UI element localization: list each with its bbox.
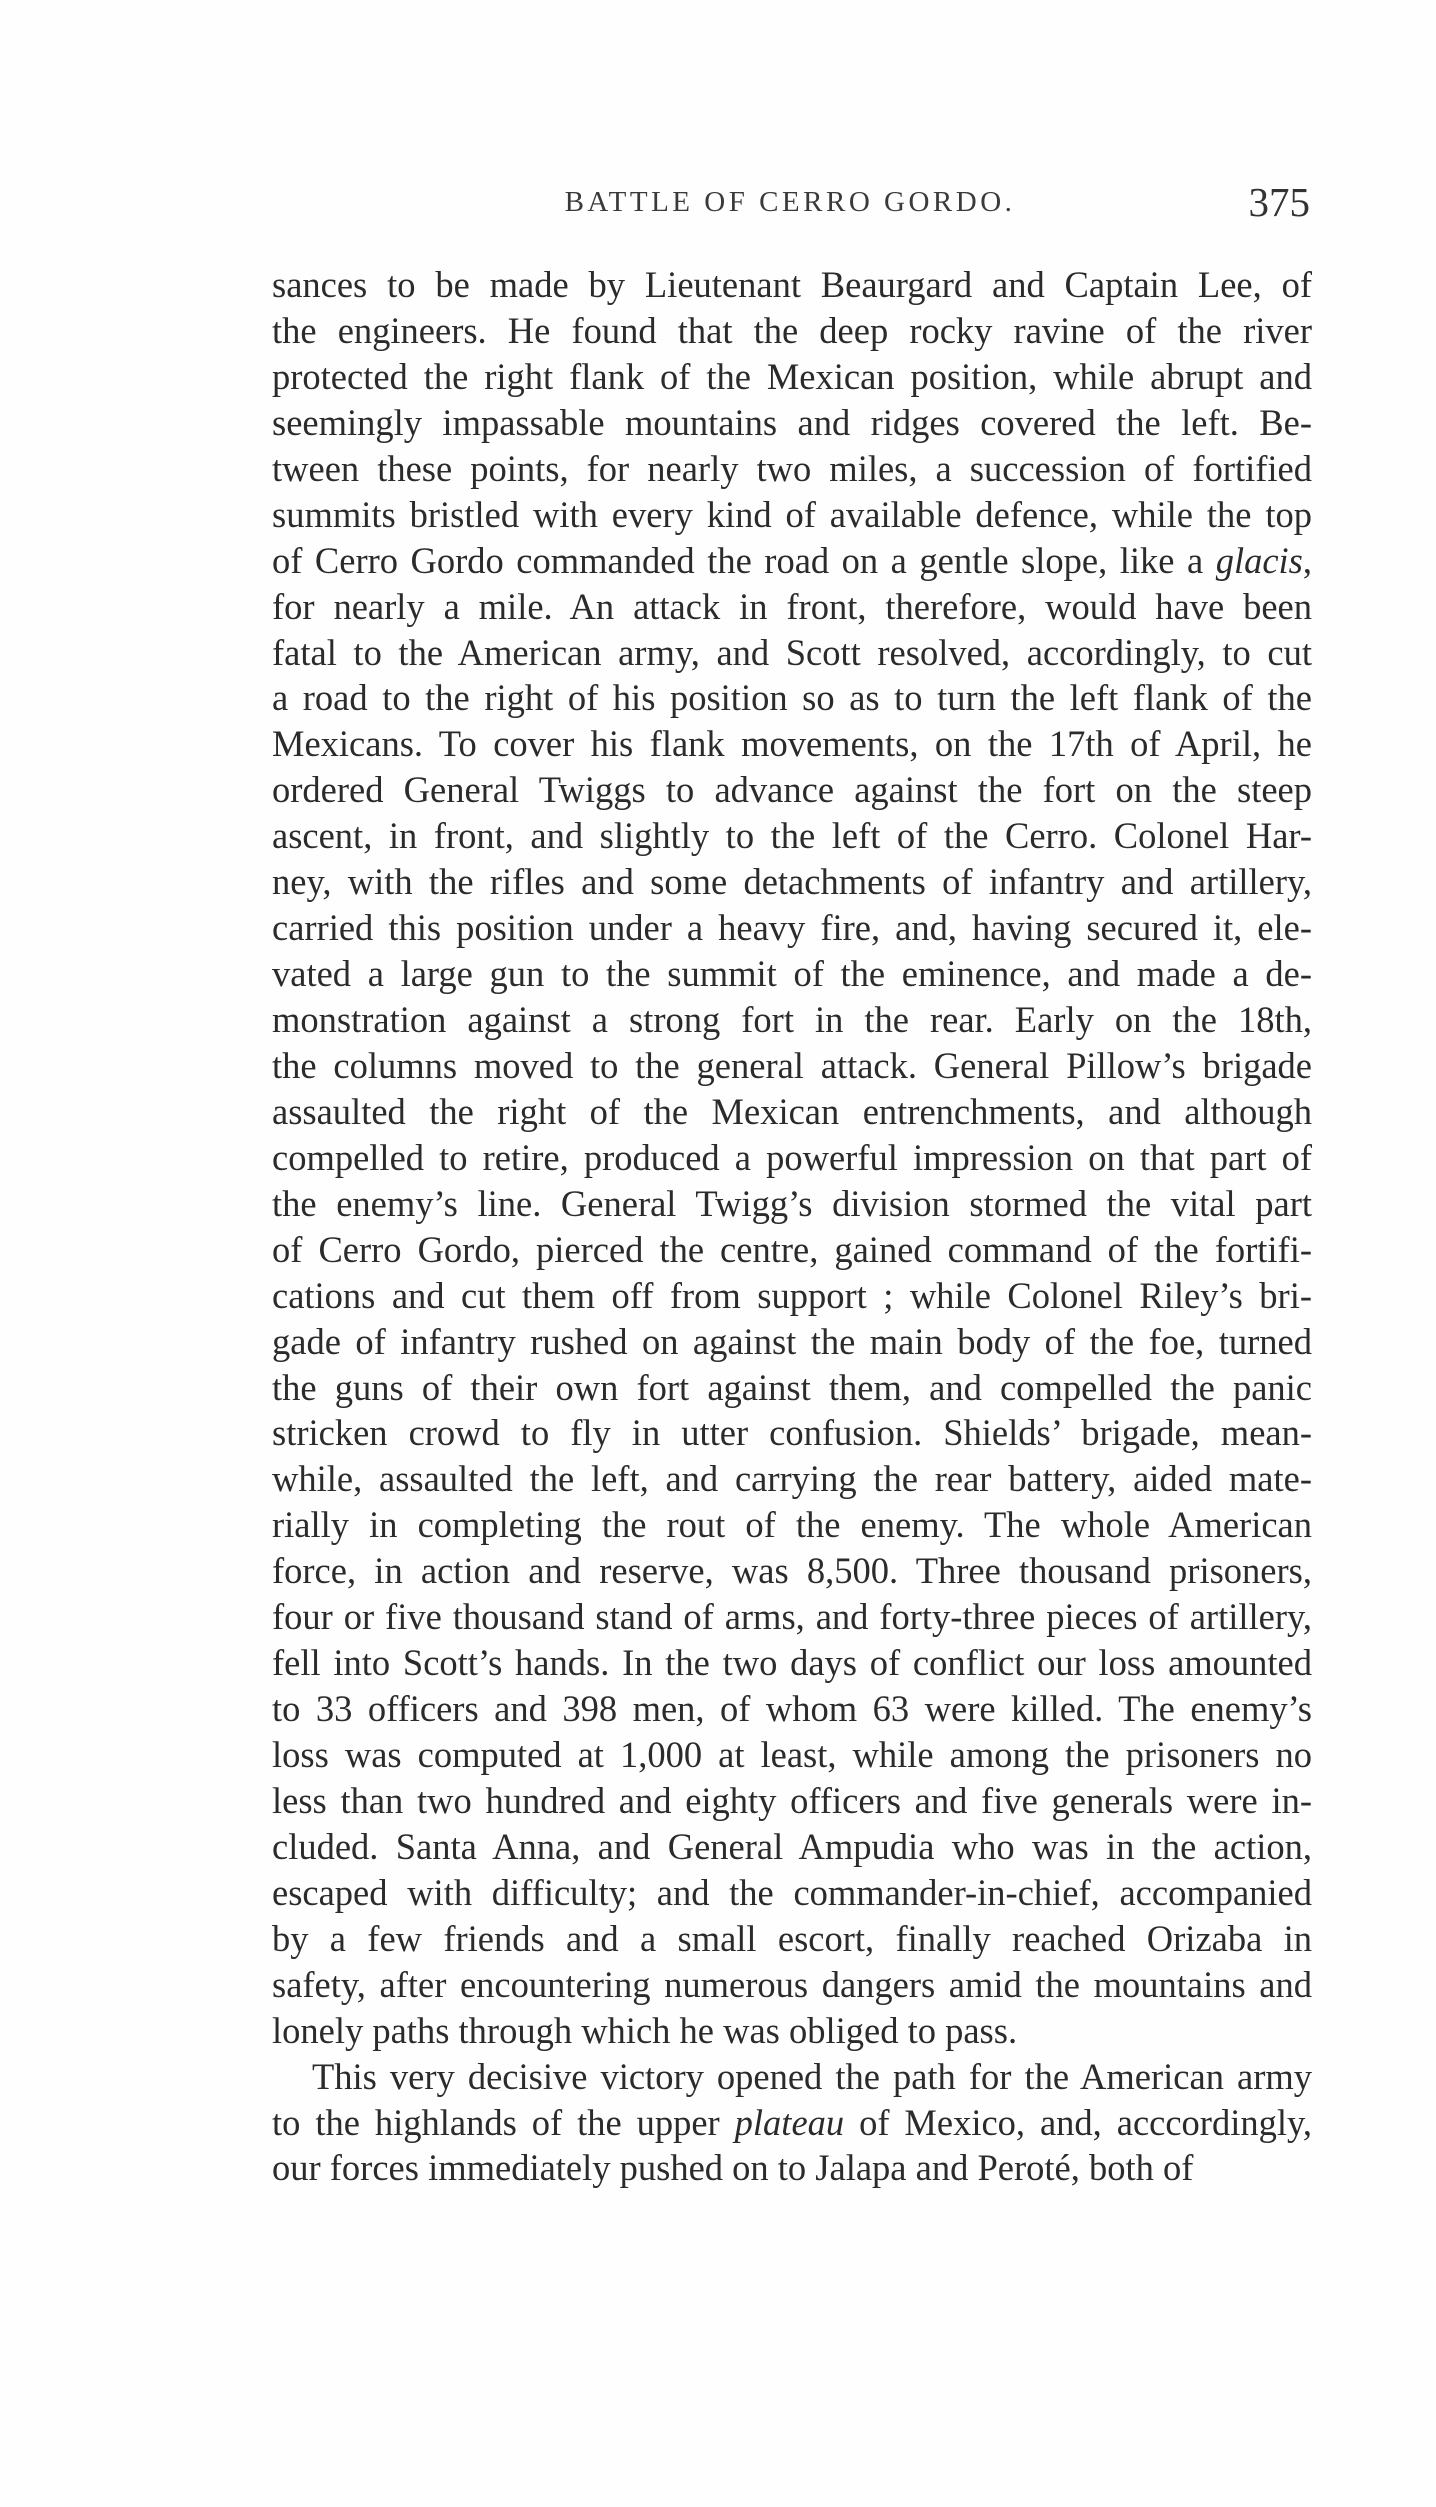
text-line: the columns moved to the general attack. General Pillow’s brigade <box>272 1044 1312 1086</box>
text-line: our forces immediately pushed on to Jalapa and Peroté, both of <box>272 2147 1194 2189</box>
running-head <box>270 178 1310 238</box>
text-line: rially in completing the rout of the enemy. The whole American <box>272 1504 1312 1546</box>
text-line: force, in action and reserve, was 8,500. Three thousand prisoners, <box>272 1550 1312 1592</box>
text-line: seemingly impassable mountains and ridges covered the left. Be- <box>272 401 1312 443</box>
text-line: vated a large gun to the summit of the eminence, and made a de- <box>272 953 1312 995</box>
text-line: sances to be made by Lieutenant Beaurgard and Captain Lee, of <box>272 264 1312 305</box>
text-line: summits bristled with every kind of available defence, while the top <box>272 493 1312 535</box>
text-line: four or five thousand stand of arms, and forty-three pieces of artillery, <box>272 1596 1312 1638</box>
text-line: protected the right flank of the Mexican position, while abrupt and <box>272 355 1312 397</box>
text-line: tween these points, for nearly two miles, a succession of fortified <box>272 447 1312 489</box>
text-line: by a few friends and a small escort, finally reached Orizaba in <box>272 1917 1312 1959</box>
text-line: a road to the right of his position so as to turn the left flank of the <box>272 677 1312 719</box>
running-title: BATTLE OF CERRO GORDO. <box>564 186 1016 218</box>
text-line: stricken crowd to fly in utter confusion. Shields’ brigade, mean- <box>272 1412 1312 1454</box>
text-line: to 33 officers and 398 men, of whom 63 were killed. The enemy’s <box>272 1688 1312 1730</box>
text-line: carried this position under a heavy fire, and, having secured it, ele- <box>272 907 1312 949</box>
italic-term: glacis <box>1215 539 1303 581</box>
page-number: 375 <box>1248 179 1310 225</box>
text-line: escaped with difficulty; and the commander-in-chief, accompanied <box>272 1871 1312 1913</box>
text-line: for nearly a mile. An attack in front, therefore, would have been <box>272 585 1312 627</box>
text-line: cluded. Santa Anna, and General Ampudia who was in the action, <box>272 1825 1312 1867</box>
text-line: loss was computed at 1,000 at least, while among the prisoners no <box>272 1734 1312 1775</box>
text-line: of Cerro Gordo commanded the road on a gentle slope, like a glacis, <box>272 539 1312 581</box>
text-line: This very decisive victory opened the path for the American army <box>312 2055 1312 2097</box>
text-line: ascent, in front, and slightly to the left of the Cerro. Colonel Har- <box>272 815 1312 857</box>
text-line: the enemy’s line. General Twigg’s division stormed the vital part <box>272 1182 1312 1224</box>
text-line: assaulted the right of the Mexican entrenchments, and although <box>272 1090 1312 1132</box>
text-line: compelled to retire, produced a powerful impression on that part of <box>272 1136 1312 1178</box>
text-line: ordered General Twiggs to advance against the fort on the steep <box>272 769 1312 811</box>
text-line: ney, with the rifles and some detachments of infantry and artillery, <box>272 861 1312 903</box>
text-line: Mexicans. To cover his flank movements, on the 17th of April, he <box>272 723 1312 765</box>
text-line: cations and cut them off from support ; while Colonel Riley’s bri- <box>272 1274 1312 1316</box>
text-line: safety, after encountering numerous dangers amid the mountains and <box>272 1963 1312 2005</box>
text-line: the engineers. He found that the deep rocky ravine of the river <box>272 309 1312 351</box>
text-line: the guns of their own fort against them, and compelled the panic <box>272 1366 1312 1408</box>
text-line: less than two hundred and eighty officers and five generals were in- <box>272 1779 1312 1821</box>
text-line: fatal to the American army, and Scott resolved, accordingly, to cut <box>272 631 1312 673</box>
text-line: gade of infantry rushed on against the main body of the foe, turned <box>272 1320 1312 1362</box>
text-line: fell into Scott’s hands. In the two days of conflict our loss amounted <box>272 1642 1312 1684</box>
text-line: monstration against a strong fort in the rear. Early on the 18th, <box>272 999 1312 1040</box>
body-text <box>272 262 1312 2191</box>
italic-term: plateau <box>734 2101 845 2143</box>
text-line: while, assaulted the left, and carrying the rear battery, aided mate- <box>272 1458 1312 1500</box>
text-line: of Cerro Gordo, pierced the centre, gained command of the fortifi- <box>272 1228 1312 1270</box>
text-line: to the highlands of the upper plateau of Mexico, and, acccordingly, <box>272 2101 1312 2143</box>
text-line: lonely paths through which he was obliged to pass. <box>272 2009 1018 2051</box>
